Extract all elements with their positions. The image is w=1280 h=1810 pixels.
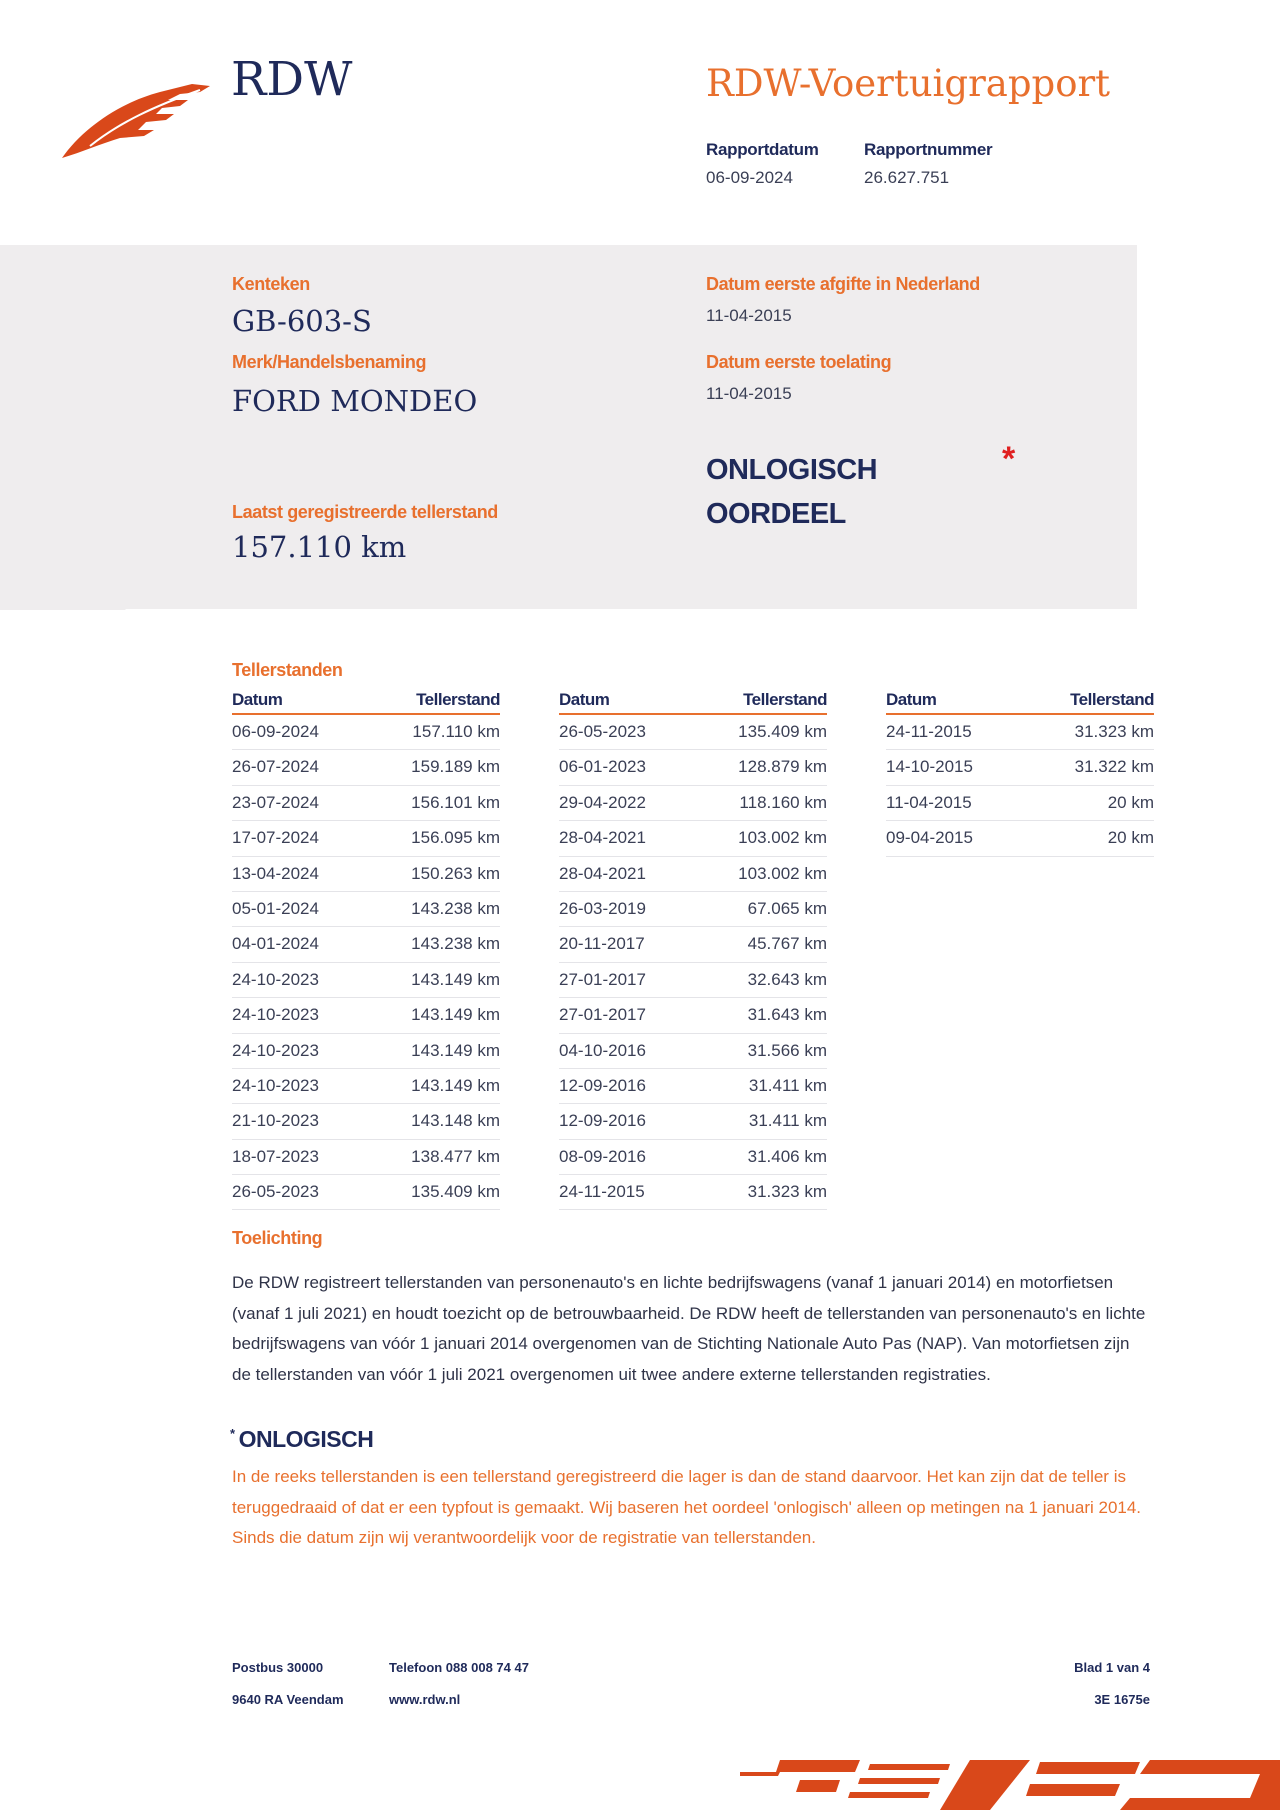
reading-date: 20-11-2017 xyxy=(559,934,645,954)
reading-date: 28-04-2021 xyxy=(559,863,646,883)
table-row xyxy=(232,1104,500,1139)
reading-km: 20 km xyxy=(1107,792,1154,812)
col-reading: Tellerstand xyxy=(743,690,827,709)
verdict xyxy=(706,448,877,536)
reading-km: 31.411 km xyxy=(748,1111,827,1131)
first-admission-date: 11-04-2015 xyxy=(706,384,792,403)
reading-km: 143.149 km xyxy=(411,1005,500,1025)
reading-km: 31.411 km xyxy=(748,1075,827,1095)
reading-date: 24-10-2023 xyxy=(232,969,319,989)
reading-km: 156.095 km xyxy=(411,828,500,848)
table-row xyxy=(559,998,827,1033)
reading-date: 17-07-2024 xyxy=(232,828,319,848)
odometer-heading: Tellerstanden xyxy=(232,660,343,680)
odometer-column-2 xyxy=(559,690,827,1210)
footer-code: 3E 1675e xyxy=(1094,1692,1150,1707)
table-row xyxy=(232,857,500,892)
reading-km: 31.323 km xyxy=(1074,722,1154,741)
reading-km: 45.767 km xyxy=(747,934,827,954)
reading-km: 31.643 km xyxy=(747,1005,827,1025)
table-row xyxy=(232,963,500,998)
reading-km: 32.643 km xyxy=(747,969,827,989)
report-date: 06-09-2024 xyxy=(706,168,793,187)
verdict-asterisk: * xyxy=(1002,440,1016,478)
odometer-column-1 xyxy=(232,690,500,1210)
table-row xyxy=(559,963,827,998)
brand-name: RDW xyxy=(231,52,353,107)
reading-date: 24-11-2015 xyxy=(559,1182,645,1202)
reading-date: 05-01-2024 xyxy=(232,898,319,918)
reading-km: 20 km xyxy=(1107,828,1154,848)
reading-date: 04-10-2016 xyxy=(559,1040,646,1060)
make-label: Merk/Handelsbenaming xyxy=(232,352,427,372)
reading-date: 26-05-2023 xyxy=(559,722,646,741)
reading-date: 27-01-2017 xyxy=(559,1005,646,1025)
vehicle-summary-panel xyxy=(0,245,1137,609)
plate-number: GB-603-S xyxy=(232,304,372,338)
reading-date: 18-07-2023 xyxy=(232,1146,319,1166)
table-row xyxy=(232,1175,500,1210)
reading-date: 06-01-2023 xyxy=(559,757,646,777)
reading-km: 67.065 km xyxy=(747,898,827,918)
reading-km: 118.160 km xyxy=(739,792,827,812)
reading-date: 08-09-2016 xyxy=(559,1146,646,1166)
report-number: 26.627.751 xyxy=(864,168,950,187)
reading-date: 24-10-2023 xyxy=(232,1075,319,1095)
table-row xyxy=(232,1069,500,1104)
reading-km: 143.149 km xyxy=(411,1040,500,1060)
decorative-stripes-icon xyxy=(740,1750,1280,1810)
reading-date: 26-03-2019 xyxy=(559,898,646,918)
reading-date: 09-04-2015 xyxy=(886,828,973,848)
reading-date: 24-10-2023 xyxy=(232,1005,319,1025)
reading-date: 26-07-2024 xyxy=(232,757,319,777)
reading-date: 29-04-2022 xyxy=(559,792,646,812)
table-row xyxy=(559,1140,827,1175)
explanation-text: De RDW registreert tellerstanden van personenauto's en lichte bedrijfswagens (vanaf 1 januari 2014) en motorfietsen (vanaf 1 juli 2021) en houdt toezicht op de betrouwbaarheid. De RDW heeft de tellerstanden van personenauto's en lichte bedrijfswagens van vóór 1 januari 2014 overgenomen van de Stichting Nationale Auto Pas (NAP). Van motorfietsen zijn de tellerstanden van vóór 1 juli 2021 overgenomen uit twee andere externe tellerstanden registraties. xyxy=(232,1273,1146,1384)
table-row xyxy=(559,1069,827,1104)
note-heading-text: ONLOGISCH xyxy=(238,1426,374,1452)
footer-city: 9640 RA Veendam xyxy=(232,1692,344,1707)
reading-km: 31.323 km xyxy=(747,1182,827,1202)
table-row xyxy=(232,927,500,962)
table-row xyxy=(232,892,500,927)
reading-km: 103.002 km xyxy=(738,828,827,848)
table-row xyxy=(559,786,827,821)
table-row xyxy=(559,1104,827,1139)
table-row xyxy=(232,821,500,856)
last-odometer-label: Laatst geregistreerde tellerstand xyxy=(232,502,498,522)
reading-date: 24-10-2023 xyxy=(232,1040,319,1060)
table-row xyxy=(232,750,500,785)
footer-page-number: Blad 1 van 4 xyxy=(1074,1660,1150,1675)
reading-date: 28-04-2021 xyxy=(559,828,646,848)
reading-date: 26-05-2023 xyxy=(232,1182,319,1202)
explanation-heading: Toelichting xyxy=(232,1228,323,1248)
odometer-header xyxy=(886,690,1154,715)
table-row xyxy=(559,1034,827,1069)
first-issue-nl-date: 11-04-2015 xyxy=(706,306,792,325)
table-row xyxy=(559,857,827,892)
reading-date: 23-07-2024 xyxy=(232,792,319,812)
table-row xyxy=(232,1034,500,1069)
table-row xyxy=(232,1140,500,1175)
table-row xyxy=(232,786,500,821)
table-row xyxy=(559,892,827,927)
reading-km: 143.148 km xyxy=(411,1111,500,1131)
reading-date: 14-10-2015 xyxy=(886,757,973,777)
report-number-label: Rapportnummer xyxy=(864,140,993,159)
reading-km: 157.110 km xyxy=(412,722,500,741)
reading-km: 150.263 km xyxy=(411,863,500,883)
reading-km: 135.409 km xyxy=(738,722,827,741)
note-text: In de reeks tellerstanden is een tellerstand geregistreerd die lager is dan de stand daarvoor. Het kan zijn dat de teller is teruggedraaid of dat er een typfout is gemaakt. Wij baseren het oordeel 'onlogisch' alleen op metingen na 1 januari 2014. Sinds die datum zijn wij verantwoordelijk voor de registratie van tellerstanden. xyxy=(232,1467,1142,1547)
reading-date: 11-04-2015 xyxy=(886,792,972,812)
panel-tab-shape xyxy=(0,585,150,610)
plate-label: Kenteken xyxy=(232,274,310,294)
table-row xyxy=(886,786,1154,821)
table-row xyxy=(886,715,1154,750)
reading-km: 31.406 km xyxy=(747,1146,827,1166)
note-heading xyxy=(230,1426,373,1453)
reading-date: 24-11-2015 xyxy=(886,722,972,741)
odometer-header xyxy=(559,690,827,715)
col-date: Datum xyxy=(232,690,283,709)
rdw-logo-icon xyxy=(60,82,210,162)
first-admission-label: Datum eerste toelating xyxy=(706,352,892,372)
reading-km: 31.566 km xyxy=(747,1040,827,1060)
reading-date: 06-09-2024 xyxy=(232,722,319,741)
reading-km: 128.879 km xyxy=(738,757,827,777)
reading-km: 156.101 km xyxy=(411,792,500,812)
last-odometer-value: 157.110 km xyxy=(232,530,407,564)
reading-km: 103.002 km xyxy=(738,863,827,883)
reading-date: 12-09-2016 xyxy=(559,1075,646,1095)
reading-date: 27-01-2017 xyxy=(559,969,646,989)
odometer-column-3 xyxy=(886,690,1154,857)
table-row xyxy=(232,715,500,750)
table-row xyxy=(559,1175,827,1210)
table-row xyxy=(559,821,827,856)
reading-date: 12-09-2016 xyxy=(559,1111,646,1131)
reading-date: 13-04-2024 xyxy=(232,863,319,883)
verdict-line-2: OORDEEL xyxy=(706,498,846,530)
footer-website[interactable]: www.rdw.nl xyxy=(389,1692,461,1707)
reading-date: 21-10-2023 xyxy=(232,1111,319,1131)
table-row xyxy=(559,750,827,785)
reading-km: 135.409 km xyxy=(411,1182,500,1202)
reading-km: 138.477 km xyxy=(411,1146,500,1166)
reading-date: 04-01-2024 xyxy=(232,934,319,954)
table-row xyxy=(232,998,500,1033)
report-title: RDW-Voertuigrapport xyxy=(706,62,1111,105)
reading-km: 143.238 km xyxy=(411,898,500,918)
table-row xyxy=(559,715,827,750)
reading-km: 159.189 km xyxy=(411,757,500,777)
report-date-label: Rapportdatum xyxy=(706,140,819,159)
reading-km: 143.238 km xyxy=(411,934,500,954)
footer-phone: Telefoon 088 008 74 47 xyxy=(389,1660,529,1675)
verdict-line-1: ONLOGISCH xyxy=(706,454,878,486)
make-value: FORD MONDEO xyxy=(232,384,478,418)
reading-km: 143.149 km xyxy=(411,1075,500,1095)
first-issue-nl-label: Datum eerste afgifte in Nederland xyxy=(706,274,980,294)
table-row xyxy=(886,750,1154,785)
col-reading: Tellerstand xyxy=(1070,690,1154,709)
table-row xyxy=(886,821,1154,856)
reading-km: 31.322 km xyxy=(1074,757,1154,777)
col-reading: Tellerstand xyxy=(416,690,500,709)
odometer-header xyxy=(232,690,500,715)
reading-km: 143.149 km xyxy=(411,969,500,989)
col-date: Datum xyxy=(559,690,610,709)
note-star: * xyxy=(230,1426,235,1441)
footer-po-box: Postbus 30000 xyxy=(232,1660,324,1675)
table-row xyxy=(559,927,827,962)
col-date: Datum xyxy=(886,690,937,709)
